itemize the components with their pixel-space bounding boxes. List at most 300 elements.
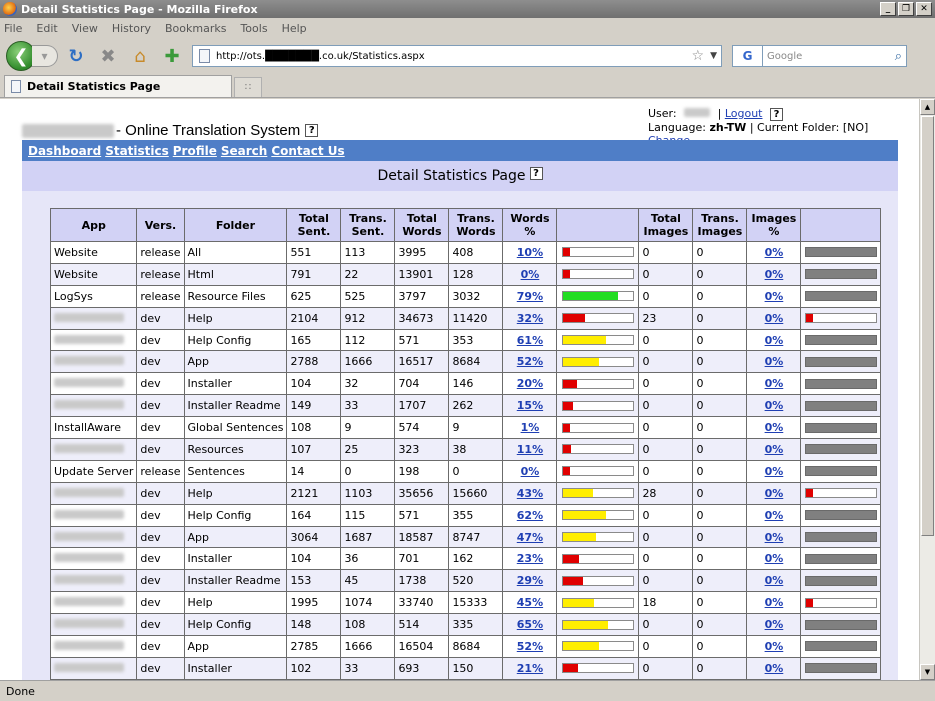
images-na-bar [805,641,877,651]
progress-fill [563,336,606,344]
cell-app: Website [51,242,137,264]
bookmark-star-icon[interactable]: ☆ [691,48,705,64]
words-percent-link[interactable]: 1% [520,421,540,435]
cell-app [51,307,137,329]
words-progress-bar [562,532,634,542]
cell-images-bar [801,614,881,636]
redacted-app-name [54,444,124,453]
cell-folder: Installer [184,548,287,570]
cell-app: LogSys [51,285,137,307]
restore-button[interactable]: ❐ [898,2,914,16]
scroll-down-arrow-icon[interactable]: ▼ [920,664,935,680]
cell-total-images: 0 [639,329,693,351]
user-info: User: | Logout ? Language: zh-TW | Current Folder: [NO] [648,107,898,147]
images-na-bar [805,663,877,673]
cell-images-bar [801,307,881,329]
redacted-app-name [54,400,124,409]
cell-words-pct [503,242,557,264]
progress-fill [563,642,599,650]
cell-app [51,657,137,679]
table-row [51,592,881,614]
progress-fill [563,467,570,475]
cell-trans-images: 0 [693,263,747,285]
stop-button[interactable] [94,44,122,68]
cell-trans-sent: 0 [341,460,395,482]
page-heading-text: Detail Statistics Page [377,168,526,184]
cell-total-sent: 2788 [287,351,341,373]
progress-fill [563,358,599,366]
cell-total-sent: 2121 [287,482,341,504]
cell-app [51,526,137,548]
words-percent-link[interactable]: 21% [516,661,544,675]
cell-version: dev [137,657,184,679]
words-progress-bar [562,335,634,345]
cell-images-bar [801,460,881,482]
cell-trans-words: 146 [449,373,503,395]
col-app: App [51,209,137,242]
words-progress-bar [562,641,634,651]
words-percent-link[interactable]: 15% [516,399,544,413]
cell-trans-words: 38 [449,439,503,461]
cell-version: dev [137,329,184,351]
words-progress-bar [562,444,634,454]
images-na-bar [805,510,877,520]
cell-trans-words: 150 [449,657,503,679]
cell-total-words: 16504 [395,636,449,658]
words-percent-link[interactable]: 65% [516,618,544,632]
cell-words-pct [503,285,557,307]
cell-trans-words: 8684 [449,351,503,373]
words-progress-bar [562,576,634,586]
cell-total-words: 574 [395,417,449,439]
words-progress-bar [562,291,634,301]
cell-app [51,592,137,614]
forward-dropdown-button[interactable] [32,45,58,67]
cell-trans-sent: 1074 [341,592,395,614]
cell-total-words: 35656 [395,482,449,504]
cell-images-pct [747,307,801,329]
cell-total-images: 0 [639,504,693,526]
cell-words-pct [503,482,557,504]
cell-trans-sent: 1687 [341,526,395,548]
cell-total-sent: 2785 [287,636,341,658]
cell-total-sent: 148 [287,614,341,636]
cell-folder: Installer Readme [184,570,287,592]
cell-words-bar [557,242,639,264]
cell-total-words: 514 [395,614,449,636]
cell-trans-images: 0 [693,417,747,439]
cell-images-bar [801,504,881,526]
redacted-username [684,108,710,117]
images-na-bar [805,379,877,389]
status-text: Done [6,684,35,698]
images-percent-link[interactable]: 0% [764,442,784,456]
cell-app [51,329,137,351]
cell-version: dev [137,592,184,614]
help-icon[interactable]: ? [530,167,543,180]
images-percent-link[interactable]: 0% [764,245,784,259]
nav-dashboard[interactable]: Dashboard [28,143,102,158]
redacted-app-name [54,510,124,519]
cell-total-sent: 3064 [287,526,341,548]
images-percent-link[interactable]: 0% [764,399,784,413]
nav-contact-us[interactable]: Contact Us [271,143,345,158]
cell-version: dev [137,417,184,439]
menu-tools[interactable]: Tools [240,21,268,35]
cell-words-pct [503,504,557,526]
cell-total-words: 34673 [395,307,449,329]
images-percent-link[interactable]: 0% [764,355,784,369]
words-percent-link[interactable]: 52% [516,355,544,369]
cell-folder: Resource Files [184,285,287,307]
cell-total-words: 701 [395,548,449,570]
home-button[interactable] [126,44,154,68]
table-row [51,504,881,526]
images-percent-link[interactable]: 0% [764,377,784,391]
words-progress-bar [562,466,634,476]
cell-version: dev [137,504,184,526]
progress-fill [563,402,574,410]
progress-fill [563,621,609,629]
cell-total-sent: 14 [287,460,341,482]
words-progress-bar [562,247,634,257]
cell-images-pct [747,285,801,307]
cell-version: dev [137,482,184,504]
cell-trans-words: 15660 [449,482,503,504]
images-percent-link[interactable]: 0% [764,464,784,478]
cell-words-pct [503,351,557,373]
words-percent-link[interactable]: 10% [516,245,544,259]
nav-statistics[interactable]: Statistics [105,143,169,158]
cell-words-bar [557,307,639,329]
nav-search[interactable]: Search [220,143,268,158]
col-version: Vers. [137,209,184,242]
minimize-button[interactable]: _ [880,2,896,16]
words-percent-link[interactable]: 20% [516,377,544,391]
url-dropdown-icon[interactable]: ▼ [710,51,717,61]
cell-trans-words: 15333 [449,592,503,614]
words-percent-link[interactable]: 0% [520,267,540,281]
cell-total-images: 0 [639,373,693,395]
images-percent-link[interactable]: 0% [764,530,784,544]
new-tab-button[interactable] [234,77,262,97]
cell-images-bar [801,417,881,439]
images-progress-bar [805,488,877,498]
menu-history[interactable]: History [111,21,151,35]
search-placeholder: Google [767,50,803,62]
cell-words-bar [557,329,639,351]
progress-fill [563,599,595,607]
new-tab-icon: ∷ [244,82,252,93]
cell-total-words: 571 [395,504,449,526]
content-panel [22,161,898,680]
table-row [51,417,881,439]
redacted-brand [22,124,114,138]
redacted-app-name [54,356,124,365]
progress-fill [563,424,570,432]
cell-images-bar [801,285,881,307]
cell-trans-images: 0 [693,307,747,329]
help-icon[interactable]: ? [770,108,783,121]
words-progress-bar [562,269,634,279]
progress-fill [563,664,578,672]
cell-version: dev [137,636,184,658]
words-percent-link[interactable]: 61% [516,333,544,347]
words-percent-link[interactable]: 0% [520,464,540,478]
progress-fill [563,380,577,388]
reload-icon: ↻ [68,45,84,67]
reload-button[interactable] [62,44,90,68]
cell-trans-sent: 45 [341,570,395,592]
logout-link[interactable]: Logout [724,107,763,120]
redacted-app-name [54,532,124,541]
cell-words-bar [557,263,639,285]
cell-app [51,395,137,417]
cell-images-bar [801,263,881,285]
images-percent-link[interactable]: 0% [764,552,784,566]
tab-bar [0,74,935,98]
user-label: User: [648,107,677,120]
cell-total-words: 1738 [395,570,449,592]
table-row [51,460,881,482]
tab-detail-statistics[interactable] [4,75,232,97]
cell-trans-sent: 115 [341,504,395,526]
table-row [51,373,881,395]
cell-app [51,504,137,526]
cell-trans-images: 0 [693,395,747,417]
images-percent-link[interactable]: 0% [764,596,784,610]
page-viewport [0,99,919,680]
menu-edit[interactable]: Edit [36,21,58,35]
images-percent-link[interactable]: 0% [764,486,784,500]
menu-file[interactable]: File [4,21,23,35]
cell-app [51,548,137,570]
cell-version: dev [137,548,184,570]
images-percent-link[interactable]: 0% [764,508,784,522]
cell-version: dev [137,373,184,395]
address-bar[interactable] [192,45,722,67]
cell-images-pct [747,570,801,592]
cell-total-words: 18587 [395,526,449,548]
cell-images-pct [747,439,801,461]
images-percent-link[interactable]: 0% [764,311,784,325]
redacted-app-name [54,335,124,344]
progress-fill [563,445,571,453]
cell-images-bar [801,482,881,504]
cell-words-pct [503,417,557,439]
close-button[interactable]: ✕ [916,2,932,16]
cell-images-pct [747,329,801,351]
images-percent-link[interactable]: 0% [764,267,784,281]
col-images-bar [801,209,881,242]
menu-bar [0,18,935,38]
words-progress-bar [562,379,634,389]
cell-folder: All [184,242,287,264]
cell-app: Update Server [51,460,137,482]
language-value: zh-TW [709,120,747,134]
cell-folder: App [184,636,287,658]
current-folder-label: | Current Folder: [NO] [749,120,869,134]
menu-help[interactable]: Help [281,21,307,35]
page-header [22,107,898,141]
words-percent-link[interactable]: 62% [516,508,544,522]
cell-images-bar [801,526,881,548]
cell-version: release [137,460,184,482]
cell-trans-images: 0 [693,373,747,395]
url-text[interactable]: http://ots.███████.co.uk/Statistics.aspx [216,50,425,62]
status-bar [0,680,935,701]
cell-trans-sent: 912 [341,307,395,329]
cell-total-images: 23 [639,307,693,329]
cell-images-pct [747,614,801,636]
images-percent-link[interactable]: 0% [764,661,784,675]
words-percent-link[interactable]: 43% [516,486,544,500]
cell-images-pct [747,351,801,373]
cell-trans-sent: 113 [341,242,395,264]
cell-folder: Help [184,482,287,504]
cell-words-pct [503,657,557,679]
cell-total-words: 3797 [395,285,449,307]
images-na-bar [805,269,877,279]
search-engine-selector[interactable] [732,45,762,67]
cell-trans-sent: 1666 [341,351,395,373]
images-percent-link[interactable]: 0% [764,639,784,653]
cell-version: release [137,263,184,285]
cell-trans-words: 8747 [449,526,503,548]
images-percent-link[interactable]: 0% [764,574,784,588]
words-percent-link[interactable]: 32% [516,311,544,325]
progress-fill [563,511,606,519]
cell-images-pct [747,460,801,482]
col-total-sent: Total Sent. [287,209,341,242]
cell-total-images: 18 [639,592,693,614]
cell-folder: App [184,526,287,548]
cell-images-bar [801,242,881,264]
stop-icon: ✖ [100,45,116,67]
images-percent-link[interactable]: 0% [764,289,784,303]
add-page-icon: ✚ [164,45,180,67]
cell-words-pct [503,614,557,636]
cell-total-words: 198 [395,460,449,482]
search-box[interactable] [762,45,907,67]
words-percent-link[interactable]: 23% [516,552,544,566]
cell-trans-images: 0 [693,329,747,351]
search-icon[interactable]: ⌕ [894,48,902,64]
cell-trans-words: 3032 [449,285,503,307]
cell-words-bar [557,439,639,461]
cell-total-words: 704 [395,373,449,395]
menu-view[interactable]: View [71,21,98,35]
words-percent-link[interactable]: 47% [516,530,544,544]
cell-trans-sent: 108 [341,614,395,636]
cell-trans-images: 0 [693,482,747,504]
images-percent-link[interactable]: 0% [764,618,784,632]
col-total-words: Total Words [395,209,449,242]
words-percent-link[interactable]: 45% [516,596,544,610]
redacted-app-name [54,641,124,650]
cell-trans-images: 0 [693,460,747,482]
nav-profile[interactable]: Profile [172,143,217,158]
cell-words-bar [557,614,639,636]
cell-trans-words: 520 [449,570,503,592]
statistics-table [50,208,881,680]
images-na-bar [805,423,877,433]
col-trans-words: Trans. Words [449,209,503,242]
cell-version: release [137,285,184,307]
cell-total-images: 0 [639,657,693,679]
cell-images-bar [801,636,881,658]
cell-folder: Installer Readme [184,395,287,417]
firefox-logo-icon [3,2,17,16]
google-icon: G [742,49,753,63]
cell-app [51,351,137,373]
page-icon [11,80,21,93]
redacted-app-name [54,575,124,584]
cell-trans-words: 355 [449,504,503,526]
cell-folder: Global Sentences [184,417,287,439]
cell-folder: Help Config [184,504,287,526]
cell-total-images: 0 [639,351,693,373]
images-progress-bar [805,598,877,608]
cell-trans-images: 0 [693,657,747,679]
table-row [51,285,881,307]
cell-words-pct [503,395,557,417]
menu-bookmarks[interactable]: Bookmarks [164,21,227,35]
words-percent-link[interactable]: 79% [516,289,544,303]
cell-trans-images: 0 [693,526,747,548]
words-percent-link[interactable]: 52% [516,639,544,653]
cell-total-sent: 104 [287,548,341,570]
cell-app [51,570,137,592]
cell-trans-sent: 1666 [341,636,395,658]
cell-folder: Sentences [184,460,287,482]
cell-images-bar [801,395,881,417]
images-na-bar [805,576,877,586]
images-percent-link[interactable]: 0% [764,333,784,347]
progress-fill [806,314,813,322]
cell-trans-images: 0 [693,351,747,373]
images-na-bar [805,357,877,367]
images-percent-link[interactable]: 0% [764,421,784,435]
scrollbar-thumb[interactable] [921,116,934,536]
cell-images-bar [801,439,881,461]
words-percent-link[interactable]: 29% [516,574,544,588]
col-words-pct: Words % [503,209,557,242]
cell-words-bar [557,417,639,439]
cell-words-pct [503,439,557,461]
words-percent-link[interactable]: 11% [516,442,544,456]
scroll-up-arrow-icon[interactable]: ▲ [920,99,935,115]
progress-fill [806,599,813,607]
vertical-scrollbar[interactable] [919,99,935,680]
help-icon[interactable]: ? [305,124,318,137]
cell-words-pct [503,329,557,351]
cell-total-words: 571 [395,329,449,351]
cell-trans-images: 0 [693,614,747,636]
cell-images-bar [801,657,881,679]
table-row [51,439,881,461]
images-na-bar [805,466,877,476]
images-na-bar [805,554,877,564]
home-icon: ⌂ [134,45,146,67]
cell-app: Website [51,263,137,285]
cell-app: InstallAware [51,417,137,439]
cell-words-bar [557,373,639,395]
cell-app [51,636,137,658]
new-tab-button[interactable] [158,44,186,68]
cell-trans-words: 353 [449,329,503,351]
cell-words-bar [557,657,639,679]
